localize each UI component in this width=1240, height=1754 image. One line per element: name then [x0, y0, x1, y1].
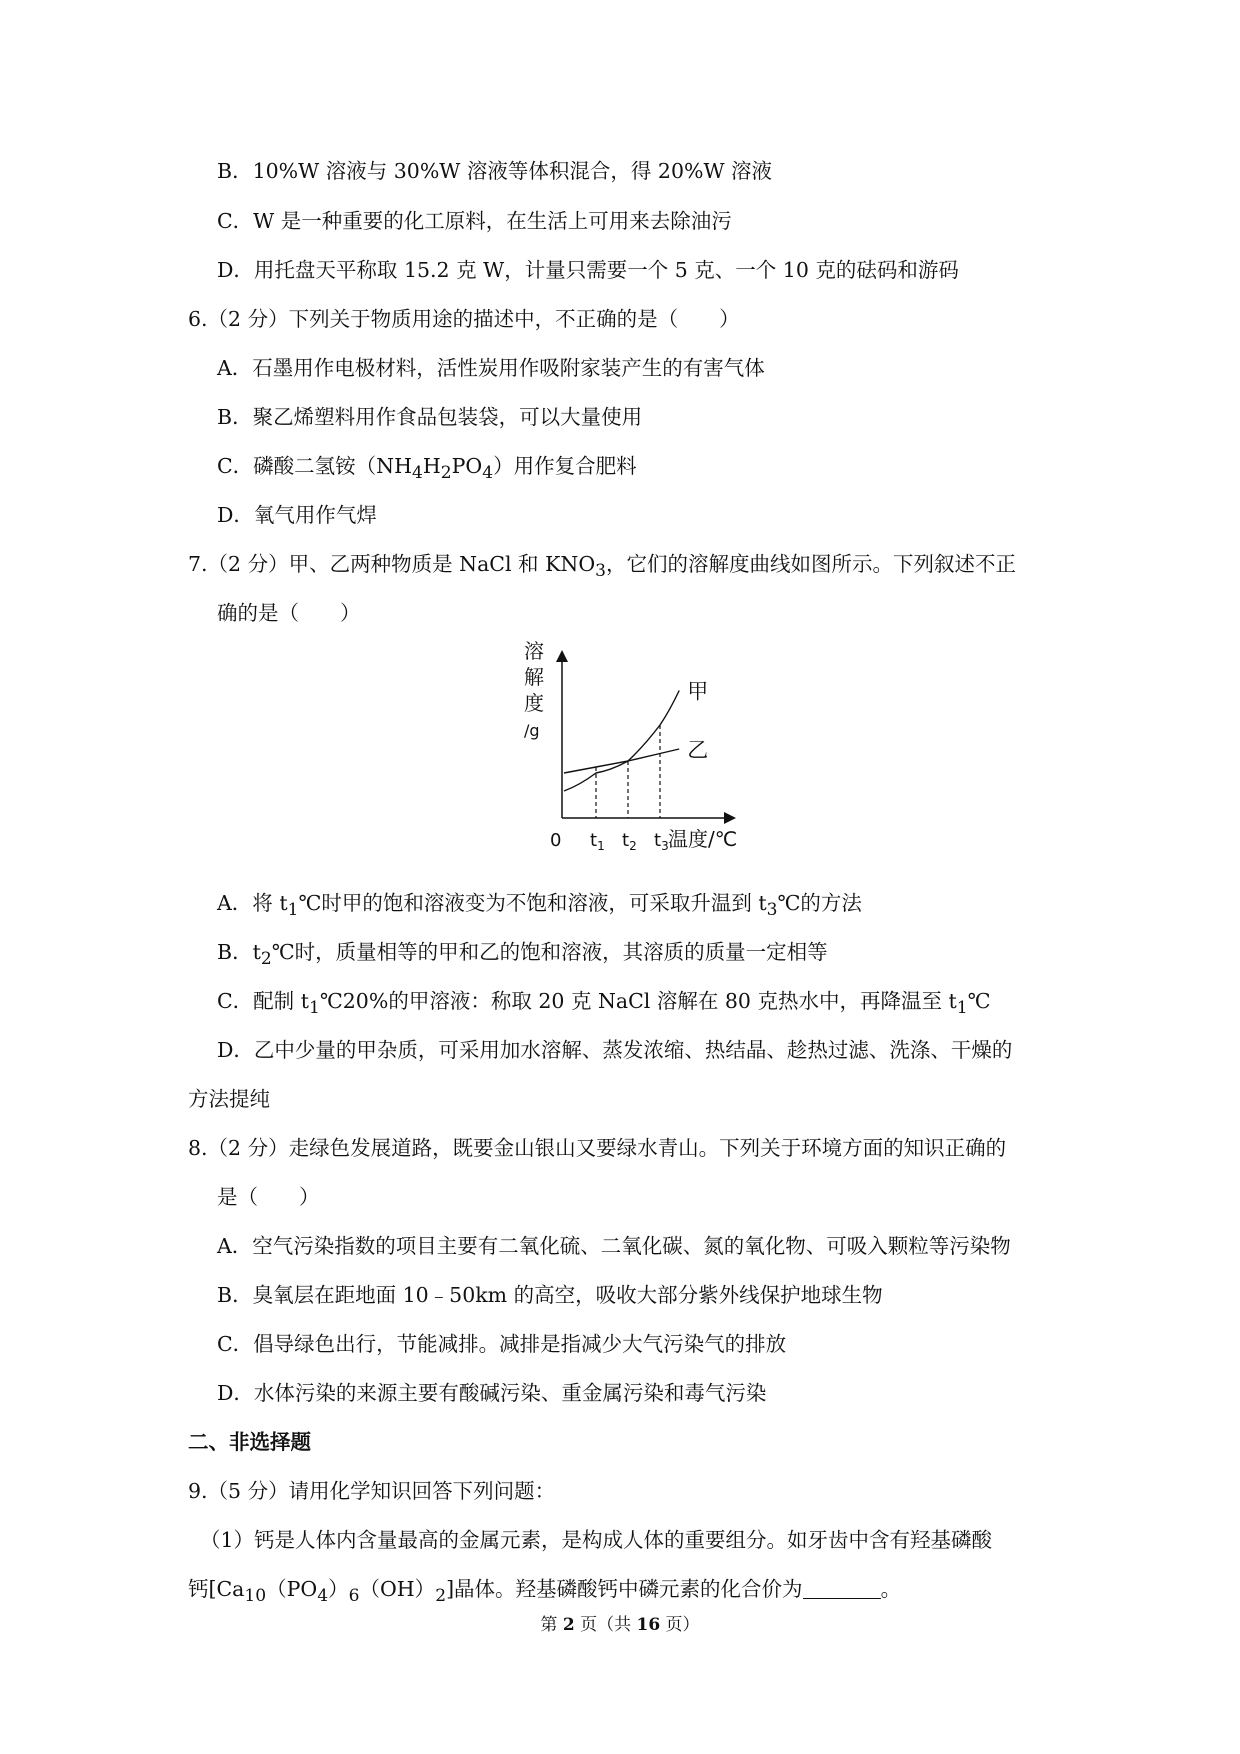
y-axis-label-part: 度 — [524, 691, 544, 715]
q8-option-b: B．臭氧层在距地面 10﹣50km 的高空，吸收大部分紫外线保护地球生物 — [217, 1283, 883, 1307]
series-label: 甲 — [687, 679, 709, 704]
y-axis-label-part: /g — [524, 721, 540, 740]
q9-part1-line2: 钙$[Ca_{10}(PO_4)_6(OH)_2]$晶体。羟基磷酸钙中磷元素的化合价为 。 — [188, 1577, 902, 1607]
q9-stem: 9.（5 分）请用化学知识回答下列问题： — [188, 1479, 556, 1503]
answer-blank[interactable] — [803, 1576, 881, 1599]
q8-stem-line2: 是（ ） — [217, 1185, 320, 1209]
q7-stem-line1: 7.（2 分）甲、乙两种物质是 NaCl 和 $KNO_3$，它们的溶解度曲线如图所示。下列叙述不正 — [188, 552, 1017, 582]
q8-option-a: A．空气污染指数的项目主要有二氧化硫、二氧化碳、氮的氧化物、可吸入颗粒等污染物 — [217, 1234, 1011, 1258]
q6-option-c: C．磷酸二氢铵$(NH_4H_2PO_4)$用作复合肥料 — [217, 454, 637, 484]
q8-option-d: D．水体污染的来源主要有酸碱污染、重金属污染和毒气污染 — [217, 1381, 767, 1405]
x-tick-subscript: 2 — [629, 839, 637, 853]
solubility-chart — [520, 640, 740, 855]
origin-label: 0 — [550, 830, 562, 851]
q7-option-a: A．将 $t_1℃$时甲的饱和溶液变为不饱和溶液，可采取升温到 $t_3℃$的方法 — [217, 891, 862, 921]
page-number: 2 — [562, 1615, 575, 1635]
x-tick-label: $t_1$ — [590, 830, 605, 853]
q6-option-b: B．聚乙烯塑料用作食品包装袋，可以大量使用 — [217, 405, 643, 429]
q6-stem: 6.（2 分）下列关于物质用途的描述中，不正确的是（ ） — [188, 307, 740, 331]
page-footer: 第 2 页（共 16 页） — [540, 1615, 700, 1635]
total-pages: 16 — [636, 1615, 661, 1635]
q6-option-a: A．石墨用作电极材料，活性炭用作吸附家装产生的有害气体 — [217, 356, 765, 380]
x-tick-subscript: 3 — [661, 839, 669, 853]
q7-option-b: B．$t_2℃$时，质量相等的甲和乙的饱和溶液，其溶质的质量一定相等 — [217, 940, 828, 970]
x-tick-subscript: 1 — [597, 839, 605, 853]
x-tick-label: $t_3$ — [654, 830, 669, 853]
q9-part1-line1: （1）钙是人体内含量最高的金属元素，是构成人体的重要组分。如牙齿中含有羟基磷酸 — [200, 1528, 993, 1552]
q5-option-b: B．10%W 溶液与 30%W 溶液等体积混合，得 20%W 溶液 — [217, 159, 773, 183]
curve-jia — [564, 691, 679, 792]
x-axis-label: 温度/℃ — [668, 827, 738, 851]
section-heading: 二、非选择题 — [188, 1430, 311, 1454]
series-labels — [687, 680, 708, 763]
curve-yi — [564, 749, 679, 773]
q8-stem-line1: 8.（2 分）走绿色发展道路，既要金山银山又要绿水青山。下列关于环境方面的知识正确的 — [188, 1136, 1007, 1160]
y-axis-label-part: 解 — [524, 665, 544, 689]
series-label: 乙 — [687, 738, 709, 762]
q5-option-d: D．用托盘天平称取 15.2 克 W，计量只需要一个 5 克、一个 10 克的砝码和游码 — [217, 258, 959, 282]
q8-option-c: C．倡导绿色出行，节能减排。减排是指减少大气污染气的排放 — [217, 1332, 787, 1356]
x-tick-labels — [590, 827, 737, 853]
dashed-guides — [596, 725, 660, 818]
y-axis-label-part: 溶 — [524, 640, 544, 663]
q7-option-d-line2: 方法提纯 — [188, 1087, 270, 1111]
x-tick-label: $t_2$ — [622, 830, 637, 853]
curves — [564, 691, 679, 792]
q7-option-d-line1: D．乙中少量的甲杂质，可采用加水溶解、蒸发浓缩、热结晶、趁热过滤、洗涤、干燥的 — [217, 1038, 1013, 1062]
q7-stem-line2: 确的是（ ） — [217, 601, 361, 625]
q6-option-d: D．氧气用作气焊 — [217, 503, 377, 527]
y-axis-label — [524, 640, 544, 740]
q7-option-c: C．配制 $t_1℃20\%$的甲溶液：称取 20 克 NaCl 溶解在 80 克热水中，再降温至 $t_1℃$ — [217, 989, 991, 1019]
q5-option-c: C．W 是一种重要的化工原料，在生活上可用来去除油污 — [217, 209, 732, 233]
